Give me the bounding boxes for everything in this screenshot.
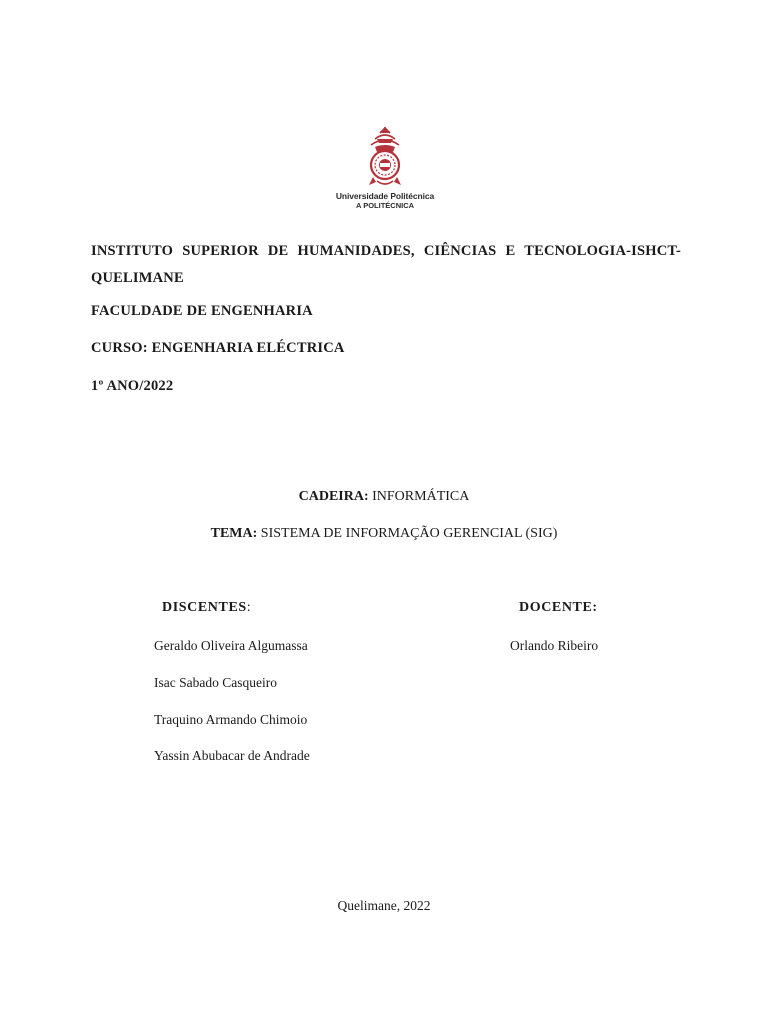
subject-value: INFORMÁTICA — [368, 489, 470, 504]
teacher-name: Orlando Ribeiro — [510, 638, 599, 653]
institute-name: INSTITUTO SUPERIOR DE HUMANIDADES, CIÊNCIAS E TECNOLOGIA-ISHCT-QUELIMANE — [91, 243, 681, 286]
subject-label: CADEIRA: — [298, 489, 369, 504]
students-heading-label: DISCENTES — [162, 600, 247, 615]
logo-university-name: Universidade Politécnica — [335, 191, 435, 201]
place-and-date: Quelimane, 2022 — [337, 898, 431, 913]
university-logo — [320, 125, 450, 217]
topic-label: TEMA: — [210, 526, 258, 541]
student-name: Yassin Abubacar de Andrade — [154, 748, 310, 763]
course-name: CURSO: ENGENHARIA ELÉCTRICA — [91, 340, 345, 356]
students-heading-colon: : — [246, 600, 252, 615]
academic-year: 1º ANO/2022 — [91, 378, 174, 394]
students-heading — [162, 600, 251, 616]
student-name: Geraldo Oliveira Algumassa — [154, 638, 308, 653]
topic-value: SISTEMA DE INFORMAÇÃO GERENCIAL (SIG) — [257, 526, 558, 541]
university-crest-icon — [363, 125, 407, 189]
student-name: Isac Sabado Casqueiro — [154, 675, 277, 690]
student-name: Traquino Armando Chimoio — [154, 712, 308, 727]
faculty-name: FACULDADE DE ENGENHARIA — [91, 303, 313, 319]
logo-university-subname: A POLITÉCNICA — [355, 201, 415, 210]
topic-line — [0, 526, 768, 542]
subject-line — [0, 489, 768, 505]
teacher-heading: DOCENTE: — [519, 600, 598, 615]
